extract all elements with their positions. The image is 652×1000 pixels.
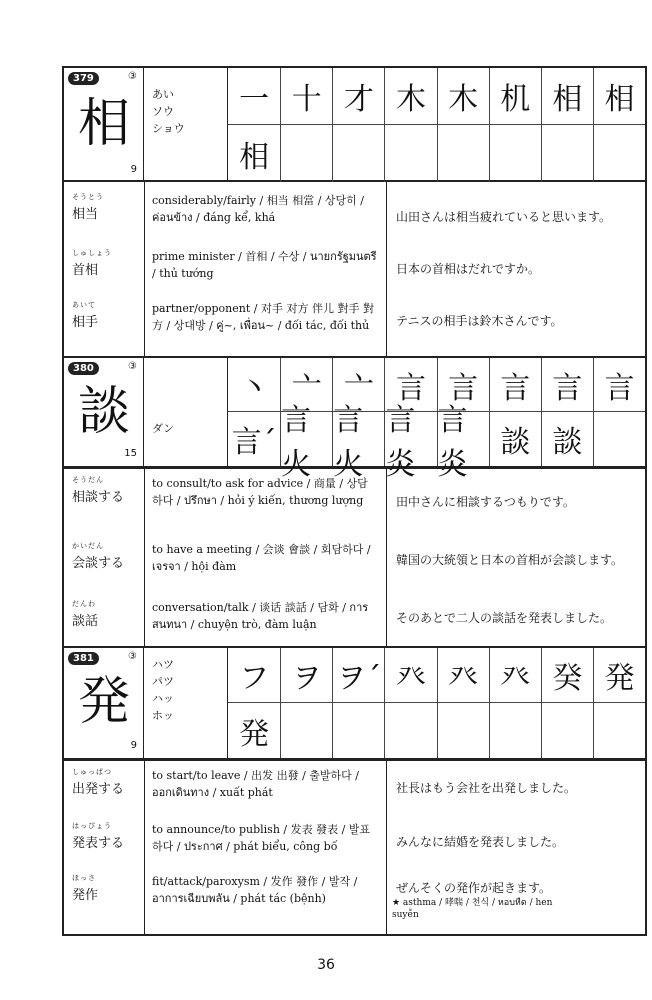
vocab-word bbox=[72, 248, 144, 278]
empty-cell bbox=[541, 125, 593, 182]
grade-label: ③ bbox=[128, 71, 137, 82]
vocab-definition: to start/to leave / 出发 出發 / 출발하다 / ออกเดินทาง / xuất phát bbox=[152, 769, 359, 799]
kanji-character: 発 bbox=[77, 672, 130, 732]
kanji-header bbox=[64, 648, 144, 758]
vocab-word bbox=[72, 192, 144, 222]
divider bbox=[144, 761, 145, 934]
kanji-header bbox=[64, 68, 144, 182]
stroke-step: 亠 bbox=[280, 358, 332, 412]
empty-cell bbox=[437, 125, 489, 182]
stroke-count: 15 bbox=[124, 448, 137, 459]
example-sentence: 韓国の大統領と日本の首相が会談します。 bbox=[396, 553, 624, 567]
stroke-step: 木 bbox=[384, 68, 436, 125]
stroke-step: 言 bbox=[593, 358, 645, 412]
vocab-word bbox=[72, 541, 144, 571]
reading: ハッ bbox=[152, 692, 174, 705]
stroke-step: 言炎 bbox=[437, 412, 489, 466]
vocab-word bbox=[72, 767, 144, 797]
grade-label: ③ bbox=[128, 361, 137, 372]
readings bbox=[144, 68, 228, 182]
reading: ダン bbox=[152, 422, 175, 435]
stroke-step: 発 bbox=[239, 716, 270, 752]
vocab-word bbox=[72, 821, 144, 851]
vocab-section-381 bbox=[62, 760, 647, 936]
reading: パツ bbox=[152, 675, 174, 688]
stroke-order-grid bbox=[228, 68, 645, 182]
stroke-step: フ bbox=[228, 648, 280, 703]
stroke-step: 亠 bbox=[332, 358, 384, 412]
divider bbox=[144, 182, 145, 356]
vocab-definition: to announce/to publish / 发表 發表 / 발표하다 / ประกาศ / phát biểu, công bố bbox=[152, 823, 371, 853]
vocab-word bbox=[72, 475, 144, 505]
stroke-step: 丶 bbox=[228, 358, 280, 412]
vocab-word bbox=[72, 873, 144, 903]
vocab-kanji: 発作 bbox=[72, 888, 99, 903]
stroke-step: 言´ bbox=[231, 425, 277, 460]
furigana: しゅしょう bbox=[72, 249, 112, 257]
divider bbox=[144, 469, 145, 646]
stroke-count: 9 bbox=[130, 164, 137, 175]
divider bbox=[386, 182, 387, 356]
stroke-step: 言 bbox=[384, 358, 436, 412]
empty-cell bbox=[332, 703, 384, 758]
example-sentence: そのあとで二人の談話を発表しました。 bbox=[396, 611, 613, 625]
divider bbox=[386, 761, 387, 934]
vocab-definition: to have a meeting / 会谈 會談 / 회담하다 / เจรจา / hội đàm bbox=[152, 543, 371, 573]
furigana: しゅっぱつ bbox=[72, 768, 112, 776]
reading: あい bbox=[152, 88, 174, 101]
stroke-step: ヲ bbox=[280, 648, 332, 703]
furigana: かいだん bbox=[72, 542, 104, 550]
empty-cell bbox=[332, 125, 384, 182]
example-sentence: 社長はもう会社を出発しました。 bbox=[396, 781, 577, 795]
empty-cell bbox=[437, 703, 489, 758]
stroke-step: 言炎 bbox=[384, 412, 436, 466]
stroke-step: 相 bbox=[239, 139, 270, 175]
stroke-step: 発 bbox=[593, 648, 645, 703]
page-number: 36 bbox=[317, 957, 335, 973]
stroke-step: ヲ´ bbox=[332, 648, 384, 703]
vocab-word bbox=[72, 599, 144, 629]
kanji-number-badge: 381 bbox=[68, 652, 99, 665]
vocab-definition: to consult/to ask for advice / 商量 / 상담하다 / ปรึกษา / hỏi ý kiến, thương lượng bbox=[152, 477, 368, 507]
example-sentence: 日本の首相はだれですか。 bbox=[396, 262, 541, 276]
furigana: だんわ bbox=[72, 600, 96, 608]
vocab-kanji: 談話 bbox=[72, 614, 99, 629]
stroke-step: 一 bbox=[228, 68, 280, 125]
stroke-step: 癶 bbox=[437, 648, 489, 703]
furigana: ほっさ bbox=[72, 874, 96, 882]
vocab-section-379 bbox=[62, 182, 647, 358]
readings bbox=[144, 358, 228, 466]
note-box: ★ asthma / 哮喘 / 천식 / หอบหืด / hen suyễn bbox=[392, 898, 553, 920]
vocab-kanji: 会談する bbox=[72, 556, 125, 571]
empty-cell bbox=[489, 703, 541, 758]
readings bbox=[144, 648, 228, 758]
example-sentence: テニスの相手は鈴木さんです。 bbox=[396, 314, 563, 328]
stroke-step: 言火 bbox=[280, 412, 332, 466]
vocab-kanji: 発表する bbox=[72, 836, 125, 851]
furigana: あいて bbox=[72, 301, 96, 309]
empty-cell bbox=[280, 125, 332, 182]
stroke-order-grid bbox=[228, 358, 645, 482]
kanji-character: 相 bbox=[77, 94, 130, 154]
stroke-step: 相 bbox=[593, 68, 645, 125]
stroke-step: 癸 bbox=[541, 648, 593, 703]
kanji-number-badge: 380 bbox=[68, 362, 99, 375]
stroke-step: 談 bbox=[489, 412, 541, 466]
kanji-entry-381 bbox=[62, 648, 647, 760]
vocab-definition: prime minister / 首相 / 수상 / นายกรัฐมนตรี / thủ tướng bbox=[152, 250, 377, 280]
vocab-section-380 bbox=[62, 468, 647, 648]
vocab-kanji: 首相 bbox=[72, 263, 99, 278]
stroke-order-grid bbox=[228, 648, 645, 758]
furigana: そうだん bbox=[72, 476, 104, 484]
stroke-step: 談 bbox=[541, 412, 593, 466]
empty-cell bbox=[384, 703, 436, 758]
reading: ソウ bbox=[152, 105, 174, 118]
kanji-entry-379 bbox=[62, 66, 647, 182]
vocab-definition: fit/attack/paroxysm / 发作 發作 / 발작 / อาการเฉียบพลัน / phát tác (bệnh) bbox=[152, 875, 358, 905]
empty-cell bbox=[384, 125, 436, 182]
vocab-definition: partner/opponent / 对手 对方 伴儿 對手 對方 / 상대방 / คู่~, เพื่อน~ / đối tác, đối thủ bbox=[152, 302, 374, 332]
divider bbox=[386, 469, 387, 646]
vocab-kanji: 出発する bbox=[72, 782, 125, 797]
vocab-kanji: 相手 bbox=[72, 315, 99, 330]
vocab-kanji: 相当 bbox=[72, 207, 99, 222]
vocab-kanji: 相談する bbox=[72, 490, 125, 505]
example-sentence: みんなに結婚を発表しました。 bbox=[396, 835, 565, 849]
example-sentence: ぜんそくの発作が起きます。 bbox=[396, 881, 552, 895]
stroke-step: 言 bbox=[541, 358, 593, 412]
furigana: はっぴょう bbox=[72, 822, 112, 830]
stroke-step: 机 bbox=[489, 68, 541, 125]
empty-cell bbox=[489, 125, 541, 182]
stroke-step: 言 bbox=[437, 358, 489, 412]
grade-label: ③ bbox=[128, 651, 137, 662]
reading: ショウ bbox=[152, 122, 185, 135]
stroke-step: 癶 bbox=[489, 648, 541, 703]
reading: ハツ bbox=[152, 658, 174, 671]
kanji-number-badge: 379 bbox=[68, 72, 99, 85]
empty-cell bbox=[593, 412, 645, 466]
stroke-step: 才 bbox=[332, 68, 384, 125]
kanji-header bbox=[64, 358, 144, 466]
stroke-step: 相 bbox=[541, 68, 593, 125]
stroke-step: 癶 bbox=[384, 648, 436, 703]
empty-cell bbox=[541, 703, 593, 758]
vocab-word bbox=[72, 300, 144, 330]
example-sentence: 山田さんは相当疲れていると思います。 bbox=[396, 210, 612, 224]
example-sentence: 田中さんに相談するつもりです。 bbox=[396, 495, 575, 509]
stroke-step: 木 bbox=[437, 68, 489, 125]
empty-cell bbox=[280, 703, 332, 758]
stroke-count: 9 bbox=[130, 740, 137, 751]
vocab-definition: conversation/talk / 谈话 談話 / 담화 / การสนทนา / chuyện trò, đàm luận bbox=[152, 601, 369, 631]
empty-cell bbox=[593, 703, 645, 758]
kanji-character: 談 bbox=[77, 382, 130, 442]
empty-cell bbox=[593, 125, 645, 182]
reading: ホッ bbox=[152, 709, 174, 722]
furigana: そうとう bbox=[72, 193, 104, 201]
stroke-step: 言 bbox=[489, 358, 541, 412]
stroke-step: 言火 bbox=[332, 412, 384, 466]
stroke-step: 十 bbox=[280, 68, 332, 125]
vocab-definition: considerably/fairly / 相当 相當 / 상당히 / ค่อนข้าง / đáng kể, khá bbox=[152, 194, 364, 224]
